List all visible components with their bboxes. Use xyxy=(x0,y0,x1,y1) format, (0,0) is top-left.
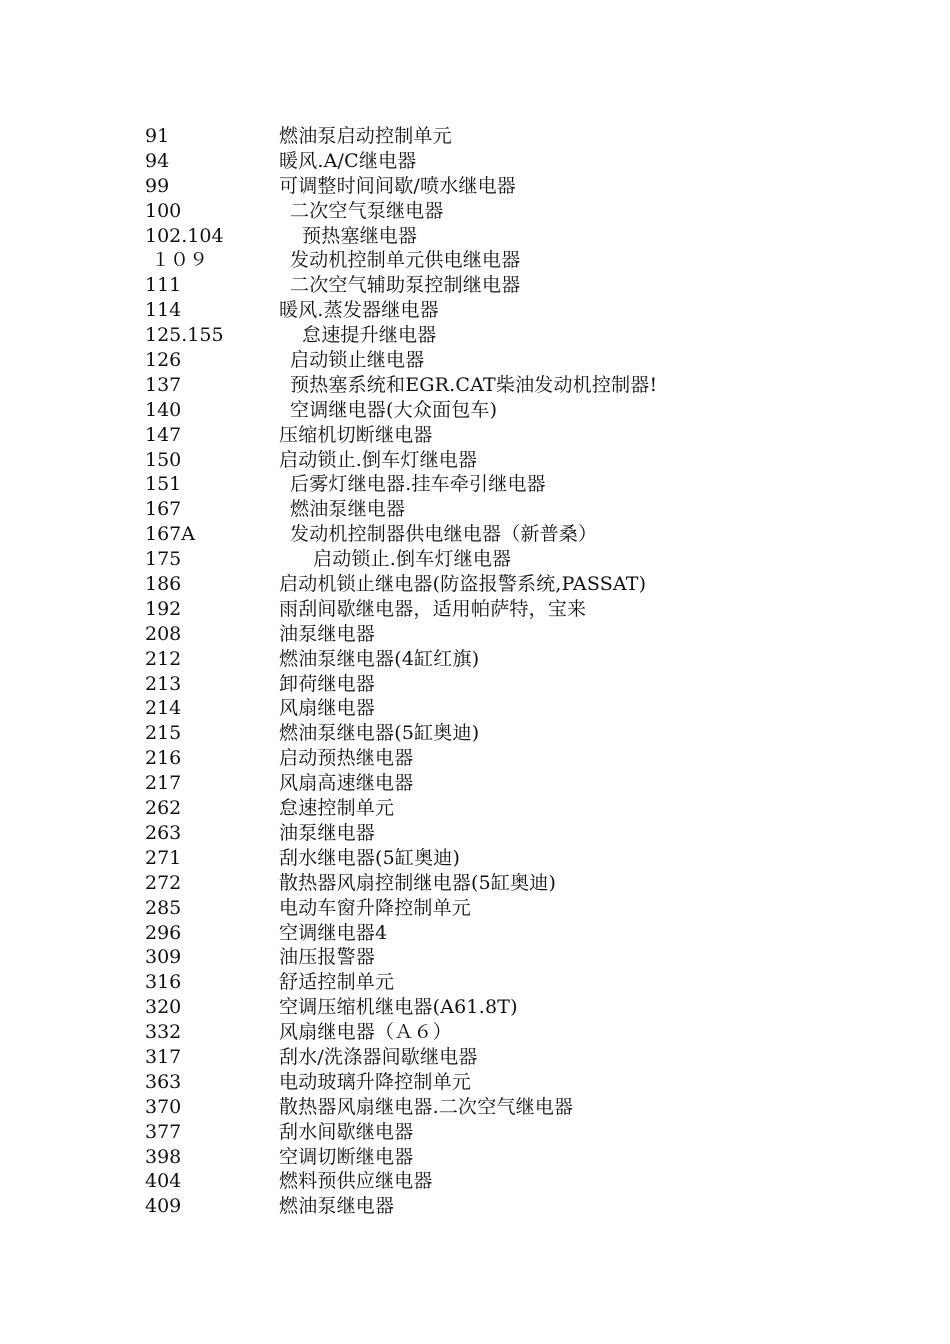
list-item xyxy=(145,921,865,946)
relay-name: 燃油泵继电器 xyxy=(279,1195,395,1218)
relay-name: 怠速控制单元 xyxy=(279,797,395,820)
list-item xyxy=(145,248,865,273)
relay-code: 409 xyxy=(145,1195,182,1218)
relay-code: 140 xyxy=(145,398,182,421)
relay-name: 刮水间歇继电器 xyxy=(279,1120,414,1143)
relay-name: 刮水继电器(5缸奥迪) xyxy=(279,846,461,869)
relay-code: 151 xyxy=(145,473,182,496)
list-item xyxy=(145,970,865,995)
list-item xyxy=(145,995,865,1020)
relay-name: 启动锁止.倒车灯继电器 xyxy=(279,448,478,471)
relay-code: 126 xyxy=(145,349,182,372)
relay-code: 296 xyxy=(145,921,182,944)
list-item xyxy=(145,672,865,697)
relay-code: 317 xyxy=(145,1045,182,1068)
relay-name: 启动锁止继电器 xyxy=(290,349,425,372)
relay-name: 发动机控制单元供电继电器 xyxy=(290,249,521,272)
list-item xyxy=(145,273,865,298)
relay-name: 油泵继电器 xyxy=(279,622,376,645)
list-item xyxy=(145,1070,865,1095)
relay-name: 启动预热继电器 xyxy=(279,747,414,770)
list-item xyxy=(145,1045,865,1070)
relay-code: 99 xyxy=(145,174,170,197)
list-item xyxy=(145,846,865,871)
list-item xyxy=(145,497,865,522)
relay-code: 377 xyxy=(145,1120,182,1143)
relay-code: 192 xyxy=(145,597,182,620)
relay-code-list xyxy=(145,124,865,1219)
relay-name: 暖风.A/C继电器 xyxy=(279,149,417,172)
list-item xyxy=(145,1120,865,1145)
relay-name: 燃油泵继电器(5缸奥迪) xyxy=(279,722,480,745)
relay-code: 100 xyxy=(145,199,182,222)
relay-code: 137 xyxy=(145,373,182,396)
list-item xyxy=(145,398,865,423)
relay-name: 风扇继电器 xyxy=(279,697,376,720)
relay-name: 预热塞继电器 xyxy=(302,224,418,247)
relay-name: 电动车窗升降控制单元 xyxy=(279,896,472,919)
relay-code: 404 xyxy=(145,1170,182,1193)
list-item xyxy=(145,1145,865,1170)
list-item xyxy=(145,348,865,373)
list-item xyxy=(145,771,865,796)
relay-name: 舒适控制单元 xyxy=(279,971,395,994)
relay-code: 175 xyxy=(145,548,182,571)
list-item xyxy=(145,199,865,224)
relay-code: 285 xyxy=(145,896,182,919)
relay-code: 262 xyxy=(145,797,182,820)
relay-code: 214 xyxy=(145,697,182,720)
relay-code: 150 xyxy=(145,448,182,471)
relay-name: 预热塞系统和EGR.CAT柴油发动机控制器! xyxy=(290,373,658,396)
relay-code: 167 xyxy=(145,498,182,521)
list-item xyxy=(145,547,865,572)
list-item xyxy=(145,871,865,896)
relay-name: 燃油泵启动控制单元 xyxy=(279,125,452,147)
relay-code: １０９ xyxy=(151,249,209,272)
relay-name: 电动玻璃升降控制单元 xyxy=(279,1070,472,1093)
list-item xyxy=(145,622,865,647)
relay-code: 320 xyxy=(145,996,182,1019)
relay-name: 燃油泵继电器(4缸红旗) xyxy=(279,647,480,670)
relay-name: 空调压缩机继电器(A61.8T) xyxy=(279,996,518,1019)
relay-name: 怠速提升继电器 xyxy=(302,324,437,347)
list-item xyxy=(145,124,865,149)
list-item xyxy=(145,821,865,846)
relay-code: 363 xyxy=(145,1070,182,1093)
relay-name: 二次空气泵继电器 xyxy=(290,199,444,222)
relay-name: 空调切断继电器 xyxy=(279,1145,414,1168)
relay-code: 398 xyxy=(145,1145,182,1168)
relay-name: 风扇高速继电器 xyxy=(279,772,414,795)
relay-code: 212 xyxy=(145,647,182,670)
relay-code: 167A xyxy=(145,523,195,546)
relay-code: 186 xyxy=(145,573,182,596)
list-item xyxy=(145,746,865,771)
list-item xyxy=(145,721,865,746)
relay-name: 压缩机切断继电器 xyxy=(279,423,433,446)
relay-code: 147 xyxy=(145,423,182,446)
relay-name: 发动机控制器供电继电器（新普桑） xyxy=(290,523,598,546)
list-item xyxy=(145,174,865,199)
list-item xyxy=(145,298,865,323)
relay-name: 空调继电器(大众面包车) xyxy=(290,398,498,421)
relay-code: 114 xyxy=(145,299,182,322)
list-item xyxy=(145,323,865,348)
relay-name: 油泵继电器 xyxy=(279,821,376,844)
list-item xyxy=(145,1095,865,1120)
relay-code: 216 xyxy=(145,747,182,770)
relay-name: 启动机锁止继电器(防盗报警系统,PASSAT) xyxy=(279,573,647,596)
list-item xyxy=(145,696,865,721)
relay-name: 雨刮间歇继电器，适用帕萨特，宝来 xyxy=(279,597,587,620)
relay-code: 208 xyxy=(145,622,182,645)
relay-name: 启动锁止.倒车灯继电器 xyxy=(313,548,512,571)
list-item xyxy=(145,149,865,174)
list-item xyxy=(145,373,865,398)
list-item xyxy=(145,572,865,597)
relay-code: 271 xyxy=(145,846,182,869)
relay-name: 油压报警器 xyxy=(279,946,376,969)
list-item xyxy=(145,945,865,970)
list-item xyxy=(145,448,865,473)
list-item xyxy=(145,1020,865,1045)
relay-name: 散热器风扇控制继电器(5缸奥迪) xyxy=(279,871,557,894)
relay-code: 332 xyxy=(145,1021,182,1044)
relay-code: 215 xyxy=(145,722,182,745)
relay-code: 370 xyxy=(145,1095,182,1118)
relay-code: 91 xyxy=(145,125,170,147)
relay-name: 可调整时间间歇/喷水继电器 xyxy=(279,174,517,197)
relay-name: 后雾灯继电器.挂车牵引继电器 xyxy=(290,473,546,496)
relay-name: 刮水/洗涤器间歇继电器 xyxy=(279,1045,478,1068)
relay-code: 213 xyxy=(145,672,182,695)
list-item xyxy=(145,472,865,497)
list-item xyxy=(145,647,865,672)
relay-code: 111 xyxy=(145,274,182,297)
relay-name: 散热器风扇继电器.二次空气继电器 xyxy=(279,1095,574,1118)
relay-code: 102.104 xyxy=(145,224,224,247)
list-item xyxy=(145,1194,865,1219)
relay-code: 125.155 xyxy=(145,324,224,347)
relay-name: 燃油泵继电器 xyxy=(290,498,406,521)
relay-name: 空调继电器4 xyxy=(279,921,388,944)
relay-name: 燃料预供应继电器 xyxy=(279,1170,433,1193)
list-item xyxy=(145,423,865,448)
relay-name: 风扇继电器（Ａ６） xyxy=(279,1021,452,1044)
relay-code: 272 xyxy=(145,871,182,894)
relay-code: 263 xyxy=(145,821,182,844)
relay-name: 二次空气辅助泵控制继电器 xyxy=(290,274,521,297)
list-item xyxy=(145,522,865,547)
relay-name: 卸荷继电器 xyxy=(279,672,376,695)
relay-code: 94 xyxy=(145,149,170,172)
list-item xyxy=(145,896,865,921)
relay-name: 暖风.蒸发器继电器 xyxy=(279,299,439,322)
list-item xyxy=(145,597,865,622)
relay-code: 316 xyxy=(145,971,182,994)
list-item xyxy=(145,796,865,821)
relay-code: 217 xyxy=(145,772,182,795)
list-item xyxy=(145,224,865,249)
list-item xyxy=(145,1169,865,1194)
relay-code: 309 xyxy=(145,946,182,969)
